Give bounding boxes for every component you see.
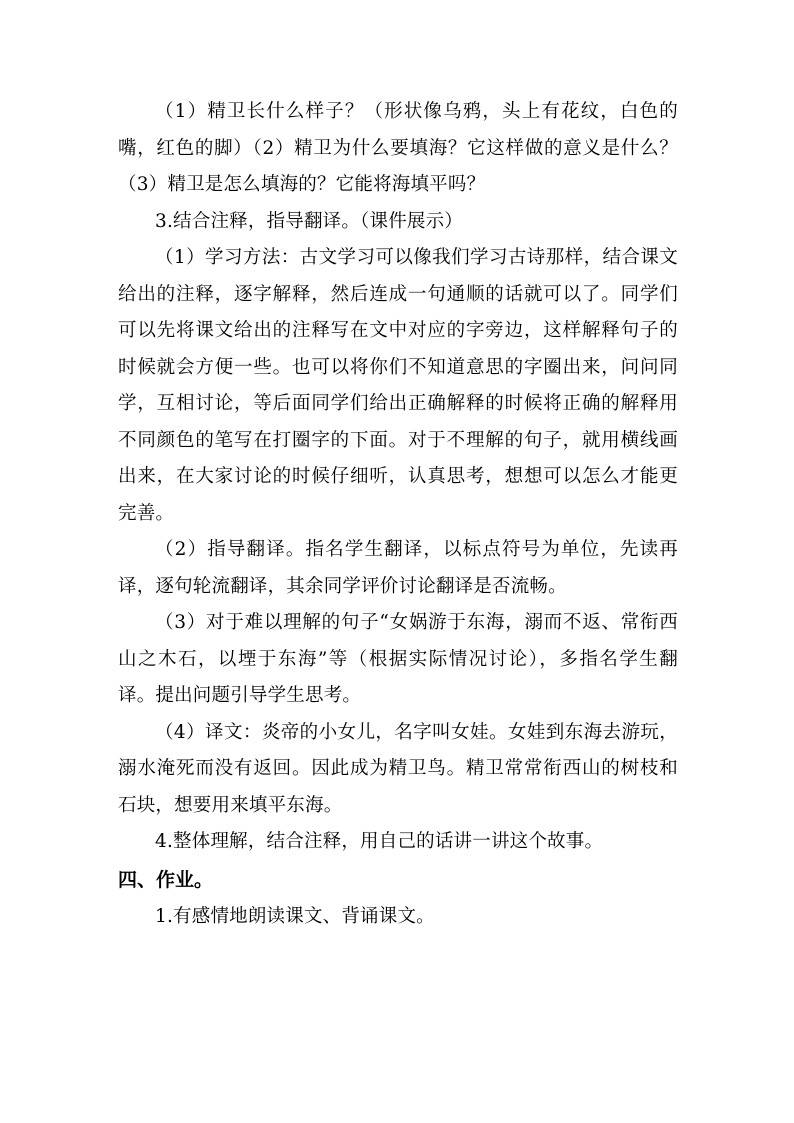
- paragraph-study-method: （1）学习方法：古文学习可以像我们学习古诗那样，结合课文给出的注释，逐字解释，然后连成一句通顺的话就可以了。同学们可以先将课文给出的注释写在文中对应的字旁边，这样解释句子的时候就会方便一些。也可以将你们不知道意思的字圈出来，问问同学，互相讨论，等后面同学们给出正确解释的时候将正确的解释用不同颜色的笔写在打圈字的下面。对于不理解的句子，就用横线画出来，在大家讨论的时候仔细听，认真思考，想想可以怎么才能更完善。: [118, 247, 678, 524]
- document-body: [118, 94, 678, 935]
- paragraph-questions: （1）精卫长什么样子？（形状像乌鸦，头上有花纹，白色的嘴，红色的脚）（2）精卫为什么要填海？它这样做的意义是什么？（3）精卫是怎么填海的？它能将海填平吗？: [118, 101, 678, 195]
- paragraph-guide-translation: （2）指导翻译。指名学生翻译，以标点符号为单位，先读再译，逐句轮流翻译，其余同学评价讨论翻译是否流畅。: [118, 539, 678, 597]
- paragraph-translation: （4）译文：炎帝的小女儿，名字叫女娃。女娃到东海去游玩，溺水淹死而没有返回。因此成为精卫鸟。精卫常常衔西山的树枝和石块，想要用来填平东海。: [118, 721, 678, 816]
- paragraph-step-3: 3.结合注释，指导翻译。（课件展示）: [155, 210, 464, 232]
- paragraph-step-4: 4.整体理解，结合注释，用自己的话讲一讲这个故事。: [155, 831, 604, 852]
- section-heading-homework: 四、作业。: [118, 868, 214, 891]
- paragraph-difficult-sentences: （3）对于难以理解的句子“女娲游于东海，溺而不返、常衔西山之木石，以堙于东海”等（根据实际情况讨论），多指名学生翻译。提出问题引导学生思考。: [118, 612, 678, 706]
- homework-item: 1.有感情地朗读课文、背诵课文。: [155, 905, 435, 927]
